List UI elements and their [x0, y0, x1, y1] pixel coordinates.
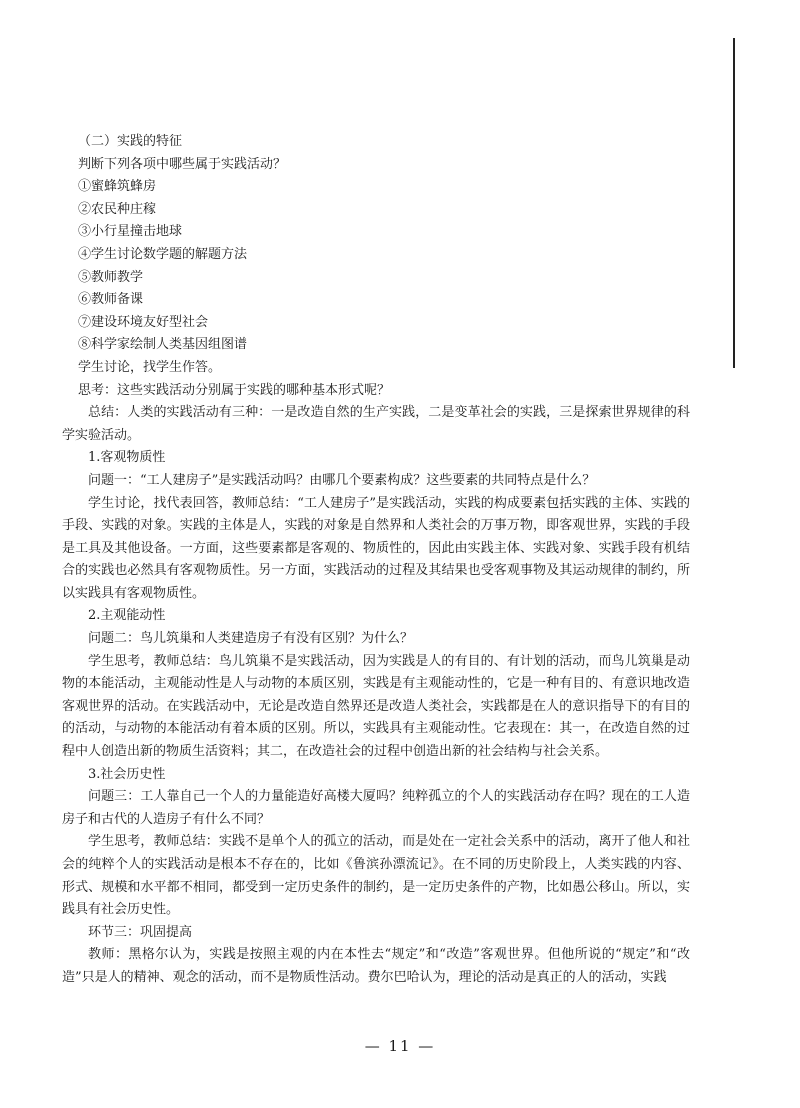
- feature1-question: 问题一：“工人建房子”是实践活动吗？由哪几个要素构成？这些要素的共同特点是什么？: [88, 472, 596, 488]
- document-body: [62, 131, 690, 990]
- option-3: ③小行星撞击地球: [78, 224, 183, 240]
- teacher-paragraph: 教师：黑格尔认为，实践是按照主观的内在本性去“规定”和“改造”客观世界。但他所说的“规定”和“改造”只是人的精神、观念的活动，而不是物质性活动。费尔巴哈认为，理论的活动是真正的人的活动，实践: [62, 947, 690, 985]
- option-8: ⑧科学家绘制人类基因组图谱: [78, 337, 248, 353]
- feature2-question: 问题二：鸟儿筑巢和人类建造房子有没有区别？为什么？: [88, 631, 414, 647]
- feature1-answer: 学生讨论，找代表回答，教师总结：“工人建房子”是实践活动，实践的构成要素包括实践的主体、实践的手段、实践的对象。实践的主体是人，实践的对象是自然界和人类社会的万事万物，即客观世界，实践的手段是工具及其他设备。一方面，这些要素都是客观的、物质性的，因此由实践主体、实践对象、实践手段有机结合的实践也必然具有客观物质性。另一方面，实践活动的过程及其结果也受客观事物及其运动规律的制约，所以实践具有客观物质性。: [62, 495, 690, 601]
- feature3-question: 问题三：工人靠自己一个人的力量能造好高楼大厦吗？纯粹孤立的个人的实践活动存在吗？现在的工人造房子和古代的人造房子有什么不同？: [62, 789, 690, 827]
- feature2-answer: 学生思考，教师总结：鸟儿筑巢不是实践活动，因为实践是人的有目的、有计划的活动，而鸟儿筑巢是动物的本能活动，主观能动性是人与动物的本质区别，实践是有主观能动性的，它是一种有目的、有意识地改造客观世界的活动。在实践活动中，无论是改造自然界还是改造人类社会，实践都是在人的意识指导下的有目的的活动，与动物的本能活动有着本质的区别。所以，实践具有主观能动性。它表现在：其一，在改造自然的过程中人创造出新的物质生活资料；其二，在改造社会的过程中创造出新的社会结构与社会关系。: [62, 653, 690, 760]
- summary-paragraph: 总结：人类的实践活动有三种：一是改造自然的生产实践，二是变革社会的实践，三是探索世界规律的科学实验活动。: [62, 405, 690, 443]
- option-7: ⑦建设环境友好型社会: [78, 314, 209, 330]
- step3-heading: 环节三：巩固提高: [88, 924, 193, 940]
- section-heading: （二）实践的特征: [78, 134, 183, 149]
- option-1: ①蜜蜂筑蜂房: [78, 179, 157, 195]
- students-discuss: 学生讨论，找学生作答。: [78, 359, 222, 375]
- feature2-title: 2.主观能动性: [88, 608, 166, 624]
- page-number: — 11 —: [364, 1037, 436, 1055]
- option-6: ⑥教师备课: [78, 292, 144, 308]
- margin-rule: [733, 38, 735, 368]
- option-2: ②农民种庄稼: [78, 201, 157, 217]
- feature3-title: 3.社会历史性: [88, 766, 166, 782]
- question-intro: 判断下列各项中哪些属于实践活动？: [78, 156, 287, 172]
- feature1-title: 1.客观物质性: [88, 450, 166, 466]
- think-question: 思考：这些实践活动分别属于实践的哪种基本形式呢？: [78, 382, 391, 398]
- option-5: ⑤教师教学: [78, 269, 144, 285]
- feature3-answer: 学生思考，教师总结：实践不是单个人的孤立的活动，而是处在一定社会关系中的活动，离开了他人和社会的纯粹个人的实践活动是根本不存在的，比如《鲁滨孙漂流记》。在不同的历史阶段上，人类实践的内容、形式、规模和水平都不相同，都受到一定历史条件的制约，是一定历史条件的产物，比如愚公移山。所以，实践具有社会历史性。: [62, 834, 690, 918]
- option-4: ④学生讨论数学题的解题方法: [78, 246, 248, 262]
